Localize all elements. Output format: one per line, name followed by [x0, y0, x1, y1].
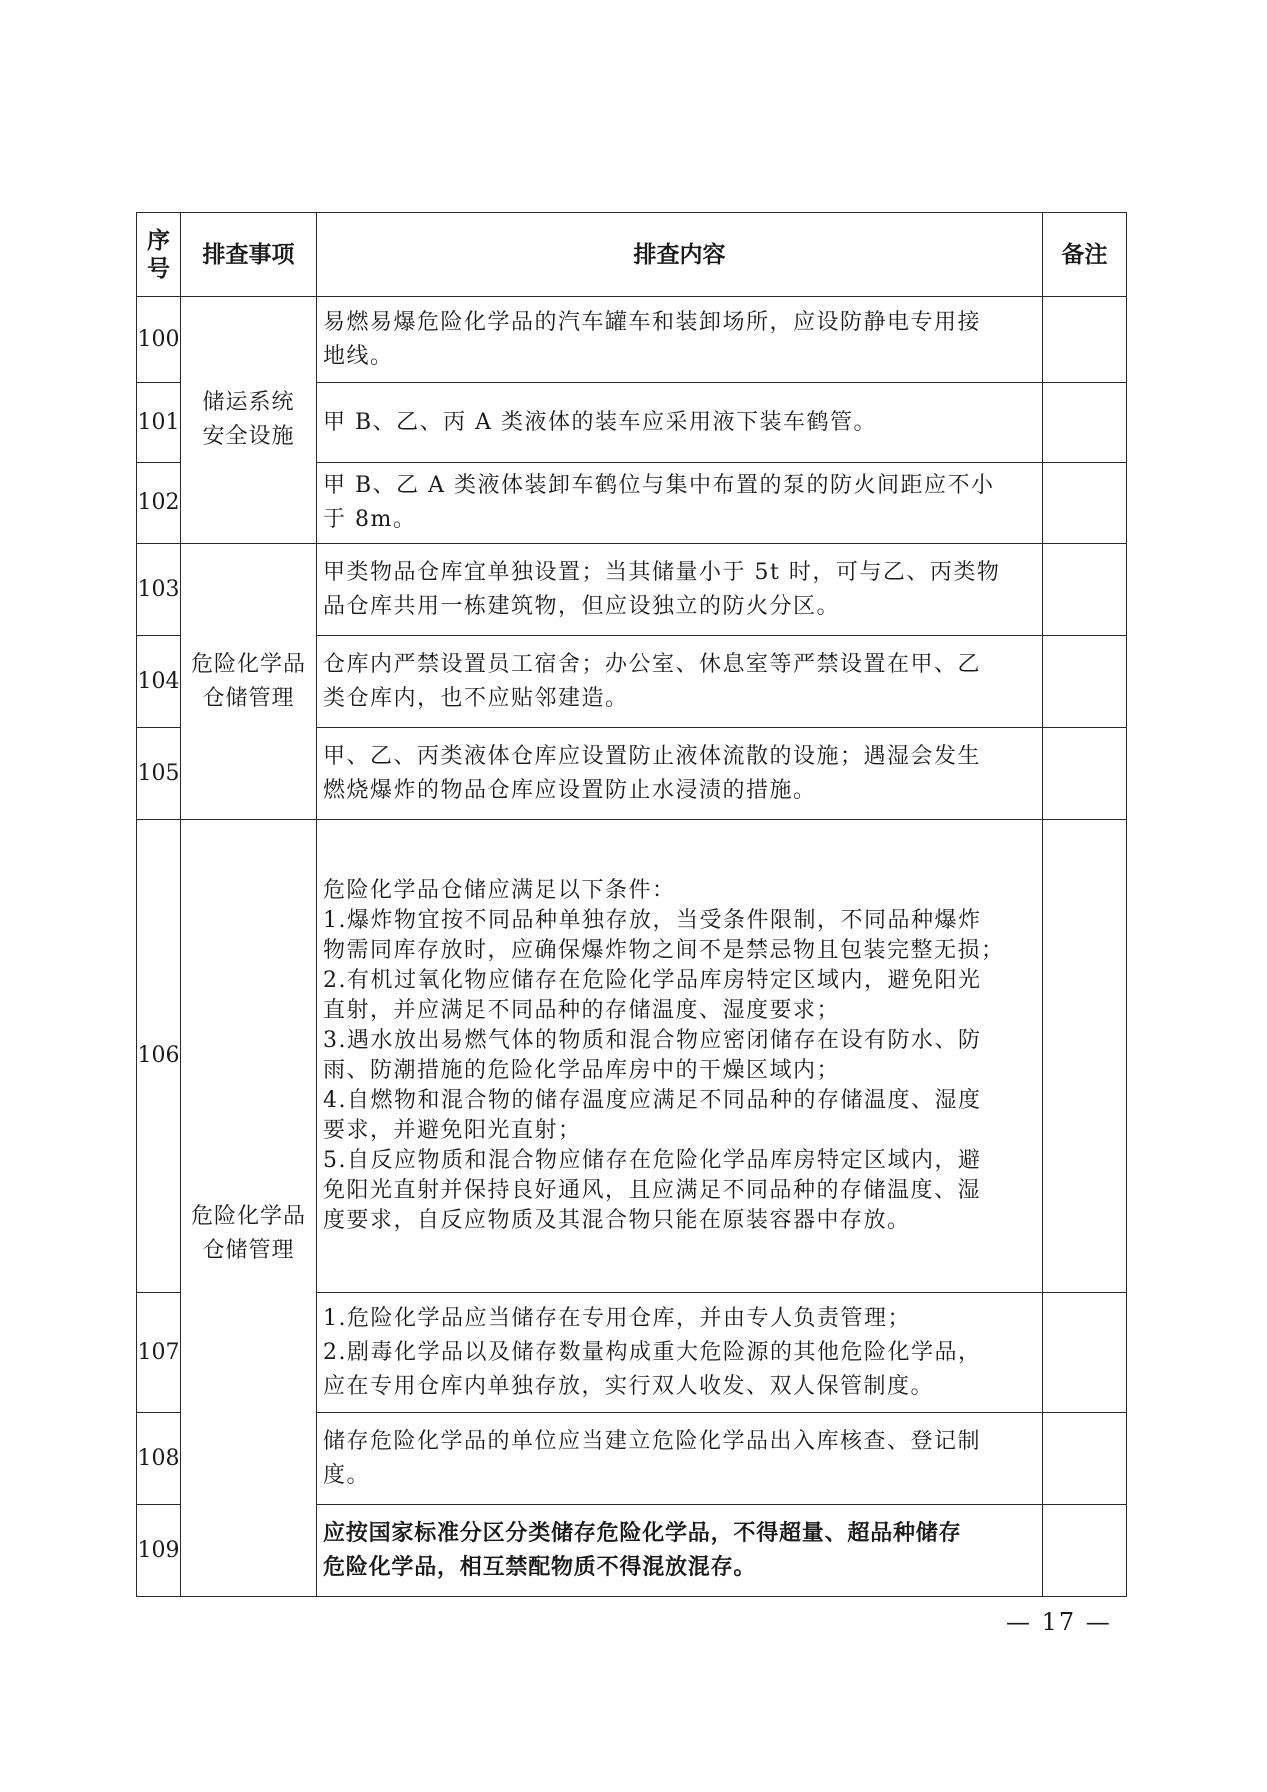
- row-number: 109: [137, 1505, 181, 1597]
- content-line: 易燃易爆危险化学品的汽车罐车和装卸场所，应设防静电专用接: [323, 309, 982, 335]
- content-cell: [317, 1293, 1043, 1413]
- content-cell: [317, 1505, 1043, 1597]
- header-note: 备注: [1043, 213, 1127, 297]
- content-cell: [317, 636, 1043, 728]
- category-cell: [181, 297, 317, 544]
- category-line: 危险化学品: [190, 1204, 306, 1229]
- note-cell: [1043, 636, 1127, 728]
- content-line: 储存危险化学品的单位应当建立危险化学品出入库核查、登记制: [323, 1428, 982, 1454]
- note-cell: [1043, 463, 1127, 544]
- content-line: 5.自反应物质和混合物应储存在危险化学品库房特定区域内，避: [323, 1148, 982, 1173]
- header-seq: [137, 213, 181, 297]
- row-number: 101: [137, 383, 181, 463]
- content-cell: [317, 1413, 1043, 1505]
- row-number: 103: [137, 544, 181, 636]
- content-line: 雨、防潮措施的危险化学品库房中的干燥区域内；: [323, 1058, 841, 1083]
- content-line: 度要求，自反应物质及其混合物只能在原装容器中存放。: [323, 1208, 911, 1233]
- content-line: 1.爆炸物宜按不同品种单独存放，当受条件限制，不同品种爆炸: [323, 908, 982, 933]
- content-line: 仓库内严禁设置员工宿舍；办公室、休息室等严禁设置在甲、乙: [323, 651, 982, 677]
- content-line: 4.自燃物和混合物的储存温度应满足不同品种的存储温度、湿度: [323, 1088, 982, 1113]
- header-seq-top: 序: [147, 227, 170, 254]
- category-line: 危险化学品: [190, 651, 306, 677]
- table-header-row: [137, 213, 1127, 297]
- row-number: 104: [137, 636, 181, 728]
- content-line: 应在专用仓库内单独存放，实行双人收发、双人保管制度。: [323, 1373, 935, 1399]
- note-cell: [1043, 1293, 1127, 1413]
- inspection-table: [136, 212, 1127, 1597]
- content-line: 类仓库内，也不应贴邻建造。: [323, 685, 629, 711]
- content-cell: [317, 544, 1043, 636]
- content-line: 2.剧毒化学品以及储存数量构成重大危险源的其他危险化学品，: [323, 1339, 982, 1365]
- content-line: 品仓库共用一栋建筑物，但应设独立的防火分区。: [323, 593, 841, 619]
- note-cell: [1043, 1505, 1127, 1597]
- content-line: 应按国家标准分区分类储存危险化学品，不得超量、超品种储存: [323, 1520, 962, 1546]
- content-line: 要求，并避免阳光直射；: [323, 1118, 582, 1143]
- category-line: 安全设施: [202, 424, 295, 449]
- content-line: 度。: [323, 1462, 371, 1488]
- category-cell: [181, 544, 317, 820]
- note-cell: [1043, 728, 1127, 820]
- page-number: — 17 —: [1006, 1608, 1112, 1636]
- content-cell: [317, 728, 1043, 820]
- row-number: 108: [137, 1413, 181, 1505]
- content-line: 1.危险化学品应当储存在专用仓库，并由专人负责管理；: [323, 1305, 911, 1331]
- category-cell: [181, 820, 317, 1597]
- row-number: 102: [137, 463, 181, 544]
- row-number: 105: [137, 728, 181, 820]
- content-line: 直射，并应满足不同品种的存储温度、湿度要求；: [323, 998, 841, 1023]
- table-row: [137, 544, 1127, 636]
- table-row: [137, 297, 1127, 383]
- content-line: 地线。: [323, 343, 394, 369]
- content-line: 甲、乙、丙类液体仓库应设置防止液体流散的设施；遇湿会发生: [323, 743, 982, 769]
- content-line: 危险化学品，相互禁配物质不得混放混存。: [323, 1554, 757, 1580]
- note-cell: [1043, 1413, 1127, 1505]
- note-cell: [1043, 383, 1127, 463]
- content-line: 免阳光直射并保持良好通风，且应满足不同品种的存储温度、湿: [323, 1178, 982, 1203]
- content-line: 于 8m。: [323, 507, 417, 532]
- category-line: 储运系统: [202, 390, 295, 415]
- row-number: 106: [137, 820, 181, 1293]
- note-cell: [1043, 297, 1127, 383]
- category-line: 仓储管理: [202, 685, 295, 711]
- row-number: 100: [137, 297, 181, 383]
- content-line: 甲 B、乙、丙 A 类液体的装车应采用液下装车鹤管。: [323, 409, 878, 435]
- content-line: 甲 B、乙 A 类液体装卸车鹤位与集中布置的泵的防火间距应不小: [323, 473, 995, 498]
- content-line: 物需同库存放时，应确保爆炸物之间不是禁忌物且包装完整无损；: [323, 938, 1005, 963]
- content-cell: [317, 383, 1043, 463]
- content-line: 燃烧爆炸的物品仓库应设置防止水浸渍的措施。: [323, 777, 817, 803]
- table-row: [137, 820, 1127, 1293]
- row-number: 107: [137, 1293, 181, 1413]
- header-content: 排查内容: [317, 213, 1043, 297]
- category-line: 仓储管理: [202, 1238, 295, 1263]
- content-cell: [317, 820, 1043, 1293]
- content-line: 3.遇水放出易燃气体的物质和混合物应密闭储存在设有防水、防: [323, 1028, 982, 1053]
- note-cell: [1043, 820, 1127, 1293]
- content-line: 危险化学品仓储应满足以下条件：: [323, 878, 676, 903]
- note-cell: [1043, 544, 1127, 636]
- header-item: 排查事项: [181, 213, 317, 297]
- content-cell: [317, 463, 1043, 544]
- content-line: 甲类物品仓库宜单独设置；当其储量小于 5t 时，可与乙、丙类物: [323, 559, 1001, 585]
- content-line: 2.有机过氧化物应储存在危险化学品库房特定区域内，避免阳光: [323, 968, 982, 993]
- content-cell: [317, 297, 1043, 383]
- header-seq-bottom: 号: [147, 255, 170, 282]
